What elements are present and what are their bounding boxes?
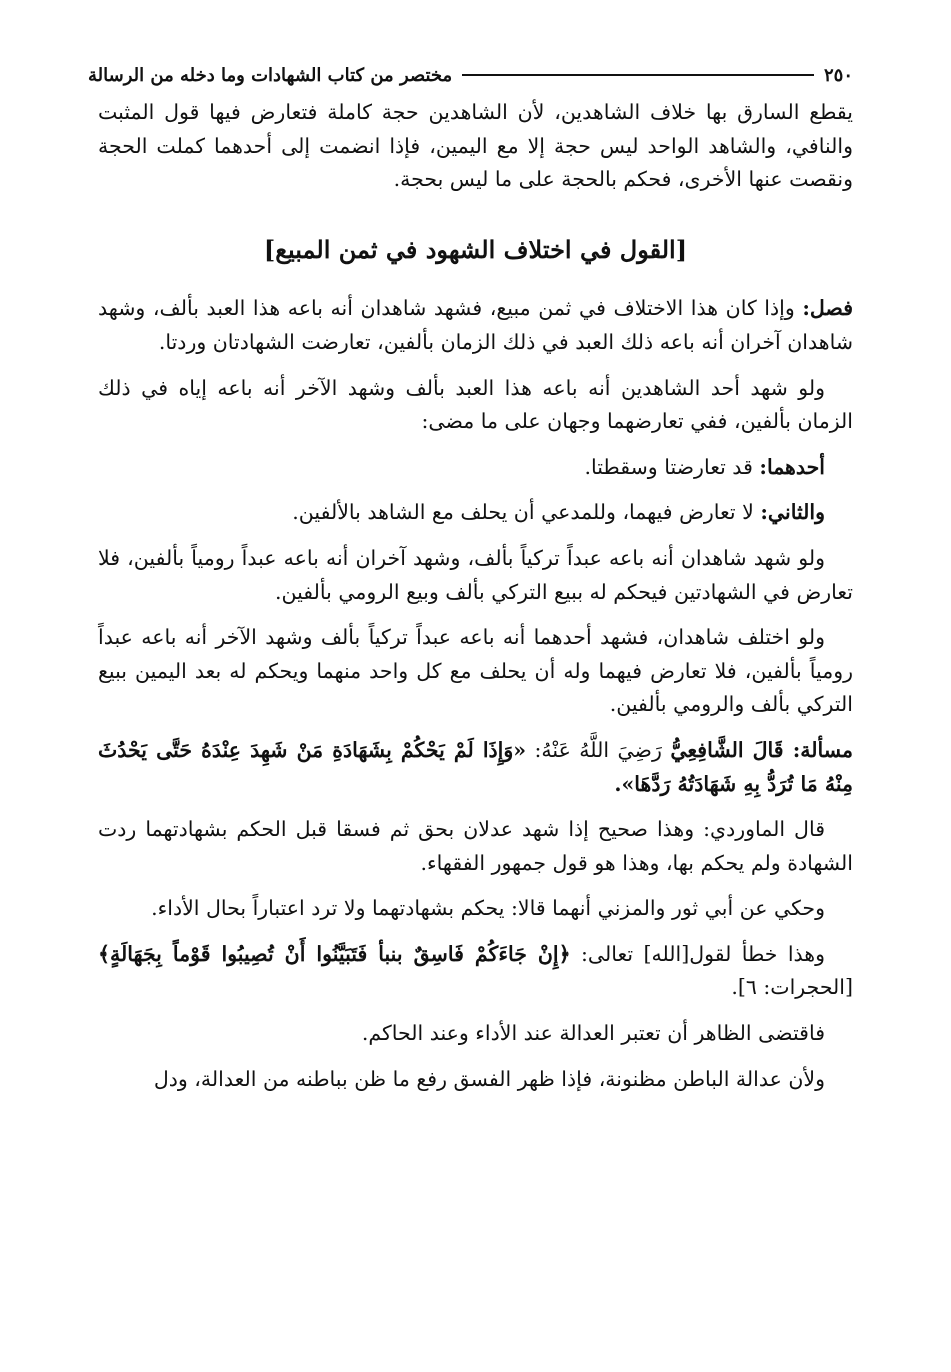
masala-lead: مسألة: — [792, 737, 854, 762]
mawardi-paragraph: قال الماوردي: وهذا صحيح إذا شهد عدلان بحق ثم فسقا قبل الحكم بشهادتهما ردت الشهادة ولم يحكم بها، وهذا هو قول جمهور الفقهاء. — [98, 817, 853, 875]
verse-ayah: ﴿إِنْ جَاءَكُمْ فَاسِقٌ بنبأ فَتَبَيَّنُوا أَنْ تُصِيبُوا قَوْماً بِجَهَالَةٍ﴾ — [98, 941, 571, 966]
one-witness-paragraph: ولو شهد أحد الشاهدين أنه باعه هذا العبد بألف وشهد الآخر أنه باعه إياه في ذلك الزمان بألفين، ففي تعارضهما وجهان على ما مضى: — [98, 375, 853, 434]
first-text: قد تعارضتا وسقطتا. — [584, 454, 760, 479]
fasl-text: وإذا كان هذا الاختلاف في ثمن مبيع، فشهد شاهدان أنه باعه هذا العبد بألف، وشهد شاهدان آخران أنه باعه ذلك العبد في ذلك الزمان بألفين، تعارضت الشهادتان وردتا. — [98, 296, 853, 354]
page-header — [88, 60, 853, 90]
second-lead: والثاني: — [760, 500, 825, 525]
second-opinion — [98, 496, 853, 530]
first-lead: أحدهما: — [759, 454, 825, 479]
fasl-lead: فصل: — [802, 296, 853, 321]
fasl-paragraph — [98, 292, 853, 359]
intro-paragraph: يقطع السارق بها خلاف الشاهدين، لأن الشاهدين حجة كاملة فتعارض فيها قول المثبت والنافي، والشاهد الواحد ليس حجة إلا مع اليمين، فإذا انضمت إلى أحدهما كملت الحجة ونقصت عنها الأخرى، فحكم بالحجة على ما ليس بحجة. — [98, 100, 853, 192]
masala-speaker: قَالَ الشَّافِعِيُّ — [670, 737, 793, 762]
masala-paragraph — [98, 734, 853, 801]
first-opinion — [98, 451, 853, 485]
conclusion-paragraph: فاقتضى الظاهر أن تعتبر العدالة عند الأداء وعند الحاكم. — [361, 1021, 825, 1046]
last-paragraph: ولأن عدالة الباطن مظنونة، فإذا ظهر الفسق رفع ما ظن بباطنه من العدالة، ودل — [153, 1066, 825, 1091]
abu-thawr-paragraph: وحكي عن أبي ثور والمزني أنهما قالا: يحكم بشهادتهما ولا ترد اعتباراً بحال الأداء. — [151, 896, 825, 921]
header-rule — [462, 74, 814, 76]
page-body — [98, 96, 853, 1096]
page-number: ٢٥٠ — [823, 64, 853, 86]
masala-quote: «وَإِذَا لَمْ يَحْكُمْ بِشَهَادَةِ مَنْ شَهِدَ عِنْدَهُ حَتَّى يَحْدُثَ مِنْهُ مَا تُرَدُّ بِهِ شَهَادَتُهُ رَدَّهَا». — [98, 737, 853, 796]
running-title: مختصر من كتاب الشهادات وما دخله من الرسالة — [88, 64, 453, 86]
verse-intro: وهذا خطأ لقول[الله] تعالى: — [570, 941, 825, 966]
verse-reference: [الحجرات: ٦]. — [731, 975, 853, 1000]
turkish-roman-paragraph: ولو شهد شاهدان أنه باعه عبداً تركياً بألف، وشهد آخران أنه باعه عبداً رومياً بألفين، فلا تعارض في الشهادتين فيحكم له ببيع التركي بألف وبيع الرومي بألفين. — [98, 545, 853, 604]
second-text: لا تعارض فيهما، وللمدعي أن يحلف مع الشاهد بالألفين. — [292, 500, 761, 525]
verse-paragraph — [98, 938, 853, 1005]
section-heading: [القول في اختلاف الشهود في ثمن المبيع] — [263, 234, 688, 264]
differing-witnesses-paragraph: ولو اختلف شاهدان، فشهد أحدهما أنه باعه عبداً تركياً بألف وشهد الآخر أنه باعه عبداً رومياً بألفين، فلا تعارض فيهما وله أن يحلف مع كل واحد منهما ويحكم له بعد اليمين ببيع التركي بألف والرومي بألفين. — [98, 625, 853, 717]
masala-honorific: رَضِيَ اللَّهُ عَنْهُ: — [526, 737, 671, 762]
